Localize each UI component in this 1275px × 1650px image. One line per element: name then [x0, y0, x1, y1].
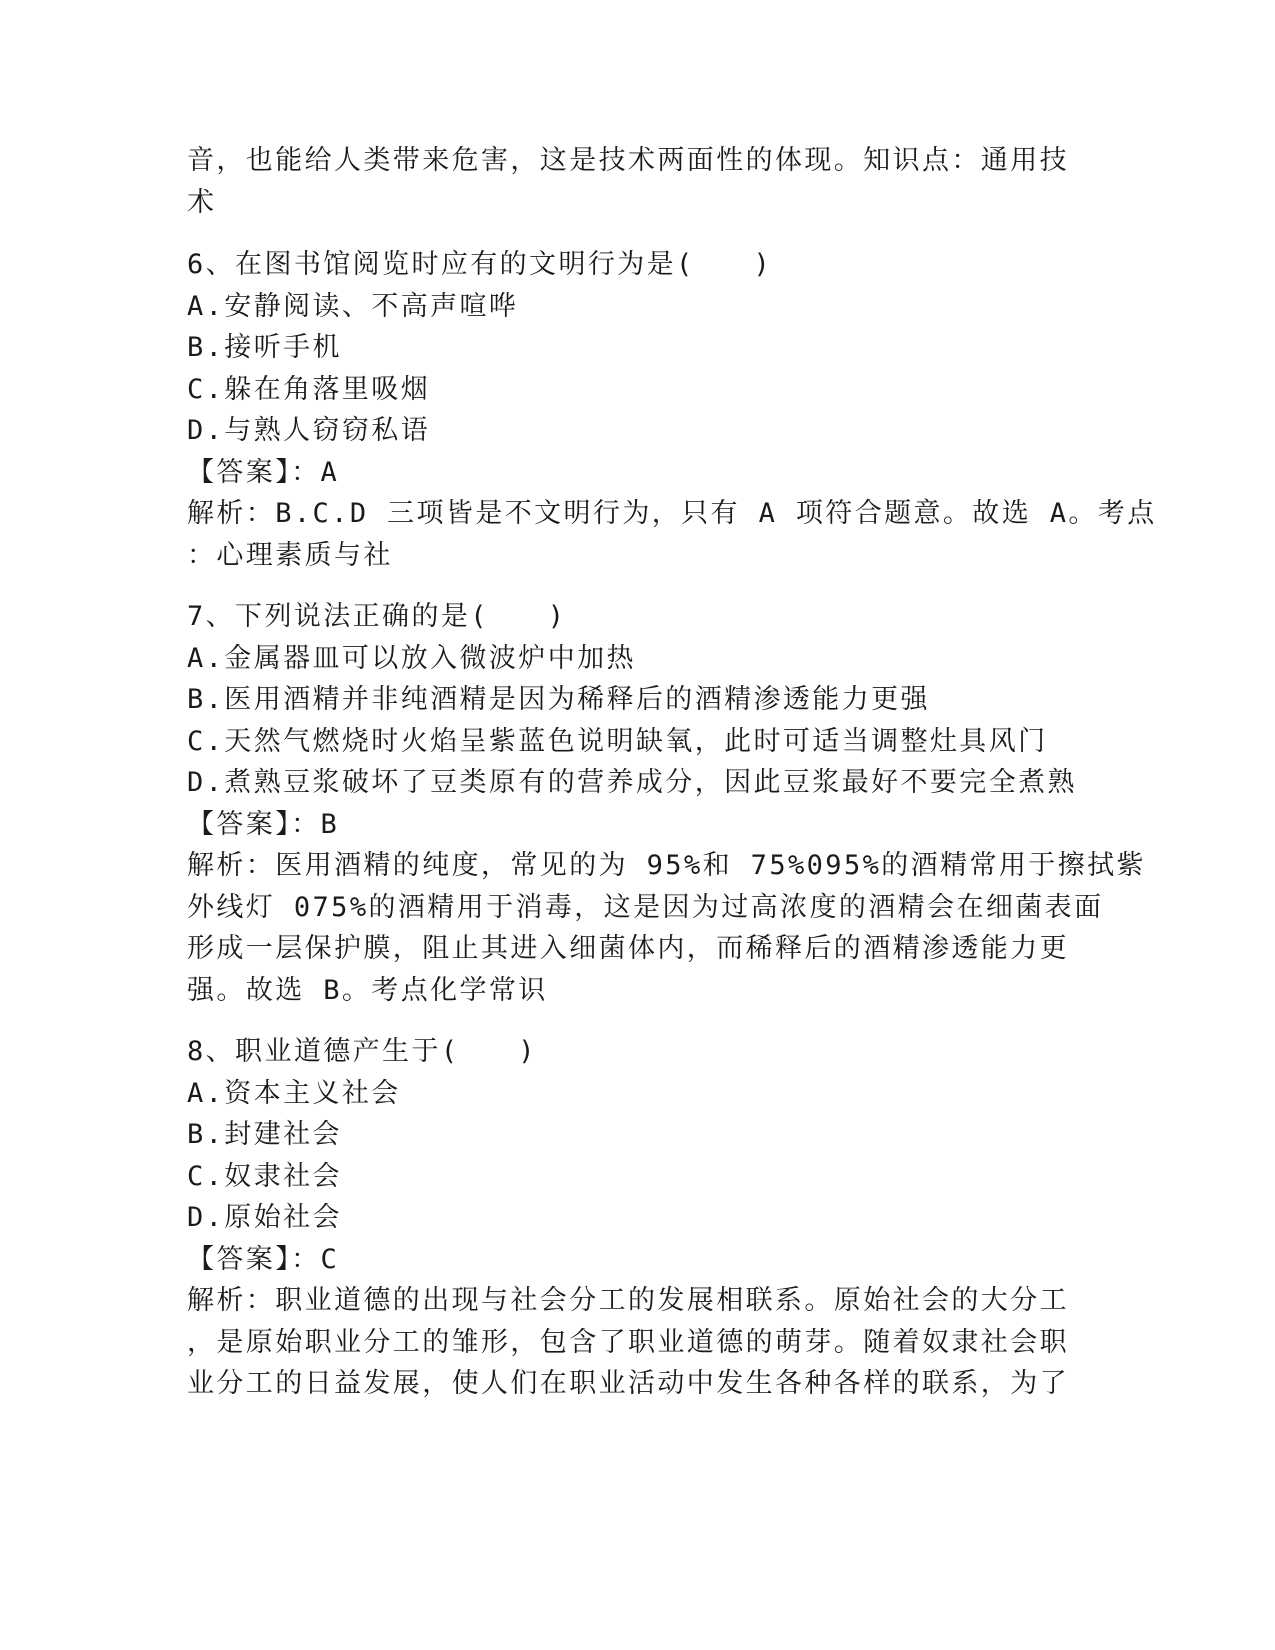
analysis-line: ，是原始职业分工的雏形，包含了职业道德的萌芽。随着奴隶社会职: [187, 1327, 1069, 1358]
answer-line: 【答案】：C: [187, 1244, 340, 1275]
answer-line: 【答案】：B: [187, 809, 340, 840]
option-d: D.原始社会: [187, 1202, 342, 1233]
option-b: B.医用酒精并非纯酒精是因为稀释后的酒精渗透能力更强: [187, 684, 930, 715]
question-stem: 7、下列说法正确的是( ): [187, 601, 567, 632]
option-c: C.天然气燃烧时火焰呈紫蓝色说明缺氧，此时可适当调整灶具风门: [187, 726, 1048, 757]
analysis-line: 形成一层保护膜，阻止其进入细菌体内，而稀释后的酒精渗透能力更: [187, 933, 1069, 964]
analysis-line: 解析：B.C.D 三项皆是不文明行为，只有 A 项符合题意。故选 A。考点: [187, 498, 1157, 529]
option-c: C.奴隶社会: [187, 1161, 342, 1192]
analysis-line: 解析：医用酒精的纯度，常见的为 95%和 75%095%的酒精常用于擦拭紫: [187, 850, 1146, 881]
analysis-line: 业分工的日益发展，使人们在职业活动中发生各种各样的联系，为了: [187, 1368, 1069, 1399]
analysis-line: 解析：职业道德的出现与社会分工的发展相联系。原始社会的大分工: [187, 1285, 1069, 1316]
question-stem: 6、在图书馆阅览时应有的文明行为是( ): [187, 249, 773, 280]
analysis-line: 强。故选 B。考点化学常识: [187, 975, 548, 1006]
option-a: A.安静阅读、不高声喧哗: [187, 291, 519, 322]
option-b: B.封建社会: [187, 1119, 342, 1150]
option-d: D.与熟人窃窃私语: [187, 415, 431, 446]
intro-line: 音，也能给人类带来危害，这是技术两面性的体现。知识点：通用技: [187, 145, 1069, 176]
option-a: A.资本主义社会: [187, 1078, 401, 1109]
option-b: B.接听手机: [187, 332, 342, 363]
option-d: D.煮熟豆浆破坏了豆类原有的营养成分，因此豆浆最好不要完全煮熟: [187, 767, 1077, 798]
intro-line: 术: [187, 187, 217, 218]
option-c: C.躲在角落里吸烟: [187, 374, 431, 405]
analysis-line: 外线灯 075%的酒精用于消毒，这是因为过高浓度的酒精会在细菌表面: [187, 892, 1104, 923]
option-a: A.金属器皿可以放入微波炉中加热: [187, 643, 636, 674]
answer-line: 【答案】：A: [187, 457, 340, 488]
question-stem: 8、职业道德产生于( ): [187, 1036, 537, 1067]
analysis-line: ：心理素质与社: [187, 540, 393, 571]
